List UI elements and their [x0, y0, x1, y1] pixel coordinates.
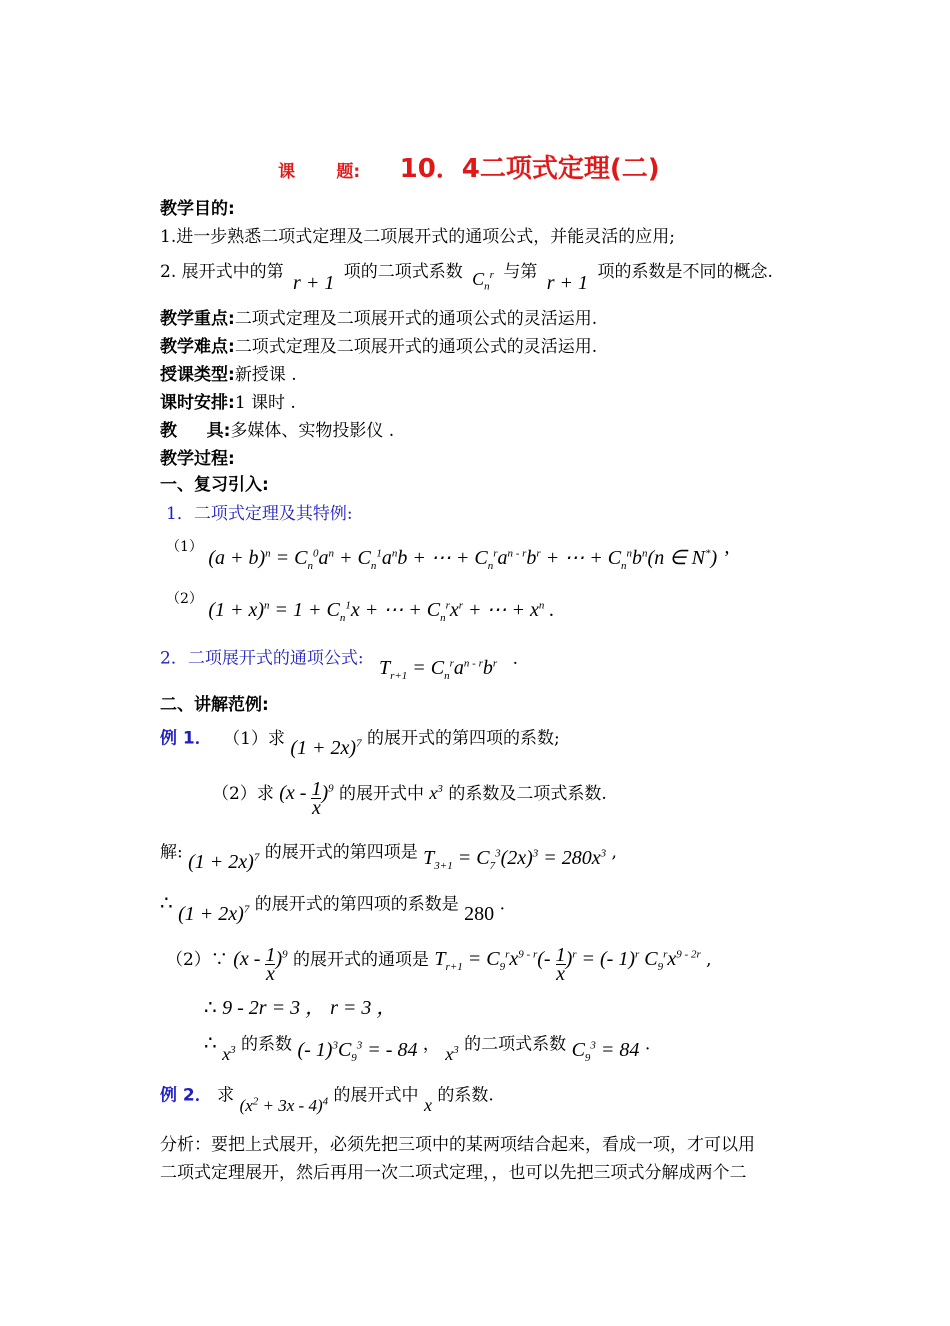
schedule-row — [160, 392, 296, 414]
goal-item-2 — [160, 256, 773, 294]
section1-heading: 一、复习引入: — [160, 475, 269, 495]
difficulty-row — [160, 336, 597, 358]
example-1-q2-text-b: 的展开式中 — [339, 784, 425, 805]
formula-2-number: （2） — [166, 591, 203, 607]
schedule-text: 1 课时 . — [234, 393, 296, 413]
analysis-line-2: 二项式定理展开，然后再用一次二项式定理，，也可以先把三项式分解成两个二 — [160, 1163, 747, 1183]
goal-item-2-text-b: 项的二项式系数 — [343, 262, 463, 282]
therefore-symbol-2: ∴ — [204, 995, 217, 1019]
example-1-q2-text-c: 的系数及二项式系数. — [448, 784, 607, 805]
solution-2-text: 的展开式的第四项的系数是 — [254, 894, 459, 915]
formula-row-2 — [166, 588, 554, 622]
section1-sub2: 2．二项展开式的通项公式: — [160, 648, 364, 669]
example-2-text-c: 的系数. — [437, 1085, 494, 1106]
title-label-2: 题: — [336, 162, 361, 182]
coefficient-280: 280 — [464, 902, 495, 925]
equation-r: 9 - 2r = 3 ， r = 3 ， — [222, 997, 397, 1019]
goal-item-2-text-c: 与第 — [503, 262, 538, 282]
general-term-formula: $T_{r+1} = C_n^ra^{n - r}b^r$ — [378, 656, 498, 682]
page-title: 10．4二项式定理(二) — [399, 154, 660, 184]
section2-heading: 二、讲解范例: — [160, 695, 269, 715]
key-point-row — [160, 308, 597, 330]
example-2-expression: $(x^2 + 3x - 4)^4$ — [239, 1095, 329, 1115]
process-heading: 教学过程: — [160, 449, 235, 469]
special-case-formula: $(1 + x)^n = 1 + C_n^1x$ + ⋯ + $C_n^rx^r$ + ⋯ + $x^n$ . — [208, 598, 555, 624]
lesson-type-text: 新授课 . — [234, 365, 297, 385]
binomial-coef-formula: $C_n^r$ — [472, 269, 494, 293]
example-2-text-b: 的展开式中 — [333, 1085, 419, 1106]
period-3: . — [644, 1034, 651, 1055]
title-row — [278, 152, 660, 186]
difficulty-text: 二项式定理及二项展开式的通项公式的灵活运用. — [234, 337, 598, 357]
schedule-label: 课时安排: — [160, 393, 235, 413]
general-term-row — [160, 642, 518, 682]
solution-line-5 — [204, 1028, 650, 1062]
solution-line-3 — [166, 942, 712, 992]
solution-3-text-b: 的展开式的通项是 — [293, 950, 430, 971]
r-plus-1-formula-2: r + 1 — [546, 272, 589, 294]
therefore-symbol: ∴ — [160, 890, 173, 915]
r-plus-1-formula: r + 1 — [293, 272, 335, 294]
solution-line-4 — [204, 996, 396, 1024]
solution-line-2 — [160, 888, 505, 925]
comma: , — [611, 842, 617, 863]
coefficient-formula: (- $1)^3C_9^3$ = - 84 — [297, 1038, 418, 1064]
title-label-1: 课 — [278, 162, 295, 182]
example-1-q2-expression: (x - $\frac{1}{x}$ )$^9$ — [279, 778, 334, 819]
binomial-theorem-formula: $(a + b)^n = C_n^0a^n + C_n^1a^nb$ + ⋯ + $C_n^ra^{n - r}b^r$ + ⋯ + $C_n^nb^n(n$ ∈ N*) ’ — [208, 546, 729, 572]
tools-row — [160, 420, 394, 442]
example-1-q2 — [212, 776, 607, 826]
goal-item-1: 1.进一步熟悉二项式定理及二项展开式的通项公式，并能灵活的应用; — [160, 227, 675, 247]
goals-heading: 教学目的: — [160, 199, 235, 219]
section1-sub1: 1．二项式定理及其特例: — [166, 504, 353, 524]
tools-label: 教 具: — [160, 421, 231, 441]
key-point-label: 教学重点: — [160, 309, 235, 329]
analysis-line-1: 分析：要把上式展开，必须先把三项中的某两项结合起来，看成一项，才可以用 — [160, 1135, 755, 1155]
example-1-label: 例 1． — [160, 728, 212, 749]
solution-3-expression: (x - $\frac{1}{x}$ )$^9$ — [233, 944, 288, 985]
x-cubed-3: $x^3$ — [445, 1043, 459, 1064]
key-point-text: 二项式定理及二项展开式的通项公式的灵活运用. — [234, 309, 598, 329]
solution-1-expression: $(1 + 2x)^7$ — [188, 850, 260, 873]
fourth-term-formula: $T_{3+1} = C_7^3(2x)^3 = 280x^3$ — [423, 846, 607, 872]
goal-item-2-text-a: 2. 展开式中的第 — [160, 262, 284, 282]
lesson-type-row — [160, 364, 297, 386]
comma-3: ， — [422, 1034, 440, 1055]
example-1-q1 — [160, 722, 560, 759]
solution-3-text-a: （2）∵ — [166, 950, 228, 971]
formula-row-1 — [166, 536, 729, 570]
variable-x: x — [423, 1094, 432, 1115]
therefore-symbol-3: ∴ — [204, 1030, 217, 1055]
tools-text: 多媒体、实物投影仪 . — [230, 421, 395, 441]
goal-item-2-text-d: 项的系数是不同的概念. — [597, 262, 773, 282]
example-1-q1-text-a: （1）求 — [223, 728, 285, 749]
solution-label: 解: — [160, 842, 183, 863]
period-2: . — [499, 894, 505, 915]
example-1-expression: $(1 + 2x)^7$ — [290, 736, 362, 759]
binomial-coef-84: $C_9^3 = 84$ — [571, 1038, 640, 1064]
general-term-expansion: $T_{r+1} = C_9^rx^{9 - r}(-$ $\frac{1}{x}$ )$^r$ = (- 1)$^r$ $C_9^rx^{9 - 2r}$ — [434, 944, 701, 985]
example-1-q2-text-a: （2）求 — [212, 784, 274, 805]
lesson-type-label: 授课类型: — [160, 365, 235, 385]
solution-line-1 — [160, 836, 617, 873]
example-1-q1-text-b: 的展开式的第四项的系数; — [367, 728, 560, 749]
example-2-row — [160, 1080, 494, 1114]
solution-5-text-c: 的二项式系数 — [464, 1034, 567, 1055]
solution-5-text-b: 的系数 — [241, 1034, 293, 1055]
x-cubed-2: $x^3$ — [222, 1043, 236, 1064]
solution-2-expression: $(1 + 2x)^7$ — [178, 902, 250, 925]
example-2-text-a: 求 — [217, 1085, 235, 1106]
formula-1-number: （1） — [166, 539, 203, 555]
period: . — [512, 648, 518, 669]
comma-2: , — [706, 950, 712, 971]
example-2-label: 例 2． — [160, 1085, 212, 1106]
x-cubed: $x^3$ — [429, 783, 443, 804]
difficulty-label: 教学难点: — [160, 337, 235, 357]
solution-1-text: 的展开式的第四项是 — [264, 842, 418, 863]
